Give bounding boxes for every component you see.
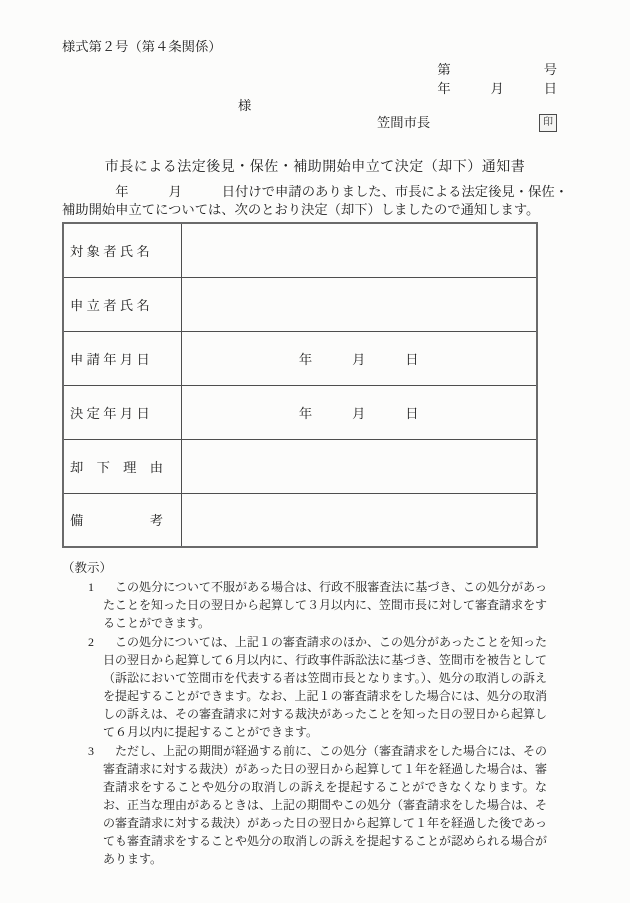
table-row-remarks: [63, 493, 537, 547]
row-value: [181, 223, 537, 277]
row-label: 却 下 理 由: [63, 439, 181, 493]
note-text: この処分について不服がある場合は、行政不服審査法に基づき、この処分があったことを知った日の翌日から起算して３月以内に、笠間市長に対して審査請求をすることができます。: [103, 580, 548, 630]
decision-table: [62, 222, 538, 548]
row-label: 備 考: [63, 493, 181, 547]
document-number-line: 第 号: [437, 62, 557, 77]
notes-heading: （教示）: [62, 561, 113, 575]
row-label: 申 立 者 氏 名: [63, 277, 181, 331]
intro-paragraph: 年 月 日付けで申請のありました、市長による法定後見・保佐・補助開始申立てについては、次のとおり決定（却下）しましたので通知します。: [62, 184, 568, 217]
table-row-rejection-reason: [63, 439, 537, 493]
addressee: 様: [238, 98, 252, 113]
seal-placeholder-icon: 印: [539, 114, 557, 132]
note-number: 2: [88, 635, 94, 649]
table-row-decision-date: [63, 385, 537, 439]
note-item-1: [62, 578, 568, 632]
table-row-application-date: [63, 331, 537, 385]
row-value: 年 月 日: [181, 385, 537, 439]
row-value: 年 月 日: [181, 331, 537, 385]
note-item-3: [62, 742, 568, 868]
document-title: 市長による法定後見・保佐・補助開始申立て決定（却下）通知書: [104, 160, 526, 175]
row-label: 対 象 者 氏 名: [63, 223, 181, 277]
table-row-applicant-name: [63, 277, 537, 331]
row-value: [181, 277, 537, 331]
form-number: 様式第２号（第４条関係）: [62, 39, 222, 54]
note-text: ただし、上記の期間が経過する前に、この処分（審査請求をした場合には、その審査請求に対する裁決）があった日の翌日から起算して１年を経過した場合は、審査請求をすることや処分の取消しの訴えを提起することができなくなります。なお、正当な理由があるときは、上記の期間やこの処分（審査請求をした場合は、その審査請求に対する裁決）があった日の翌日から起算して１年を経過した後であっても審査請求をすることや処分の取消しの訴えを提起することが認められる場合があります。: [103, 744, 548, 866]
sender-line: [377, 114, 557, 132]
row-value: [181, 493, 537, 547]
note-number: 3: [88, 744, 94, 758]
note-item-2: [62, 633, 568, 741]
issue-date-line: 年 月 日: [437, 81, 557, 96]
row-label: 決 定 年 月 日: [63, 385, 181, 439]
table-row-subject-name: [63, 223, 537, 277]
row-label: 申 請 年 月 日: [63, 331, 181, 385]
row-value: [181, 439, 537, 493]
note-number: 1: [88, 580, 94, 594]
note-text: この処分については、上記１の審査請求のほか、この処分があったことを知った日の翌日から起算して６月以内に、行政事件訴訟法に基づき、笠間市を被告として（訴訟において笠間市を代表する者は笠間市長となります。）、処分の取消しの訴えを提起することができます。なお、上記１の審査請求をした場合には、処分の取消しの訴えは、その審査請求に対する裁決があったことを知った日の翌日から起算して６月以内に提起することができます。: [103, 635, 547, 739]
sender-name: 笠間市長: [377, 115, 431, 130]
